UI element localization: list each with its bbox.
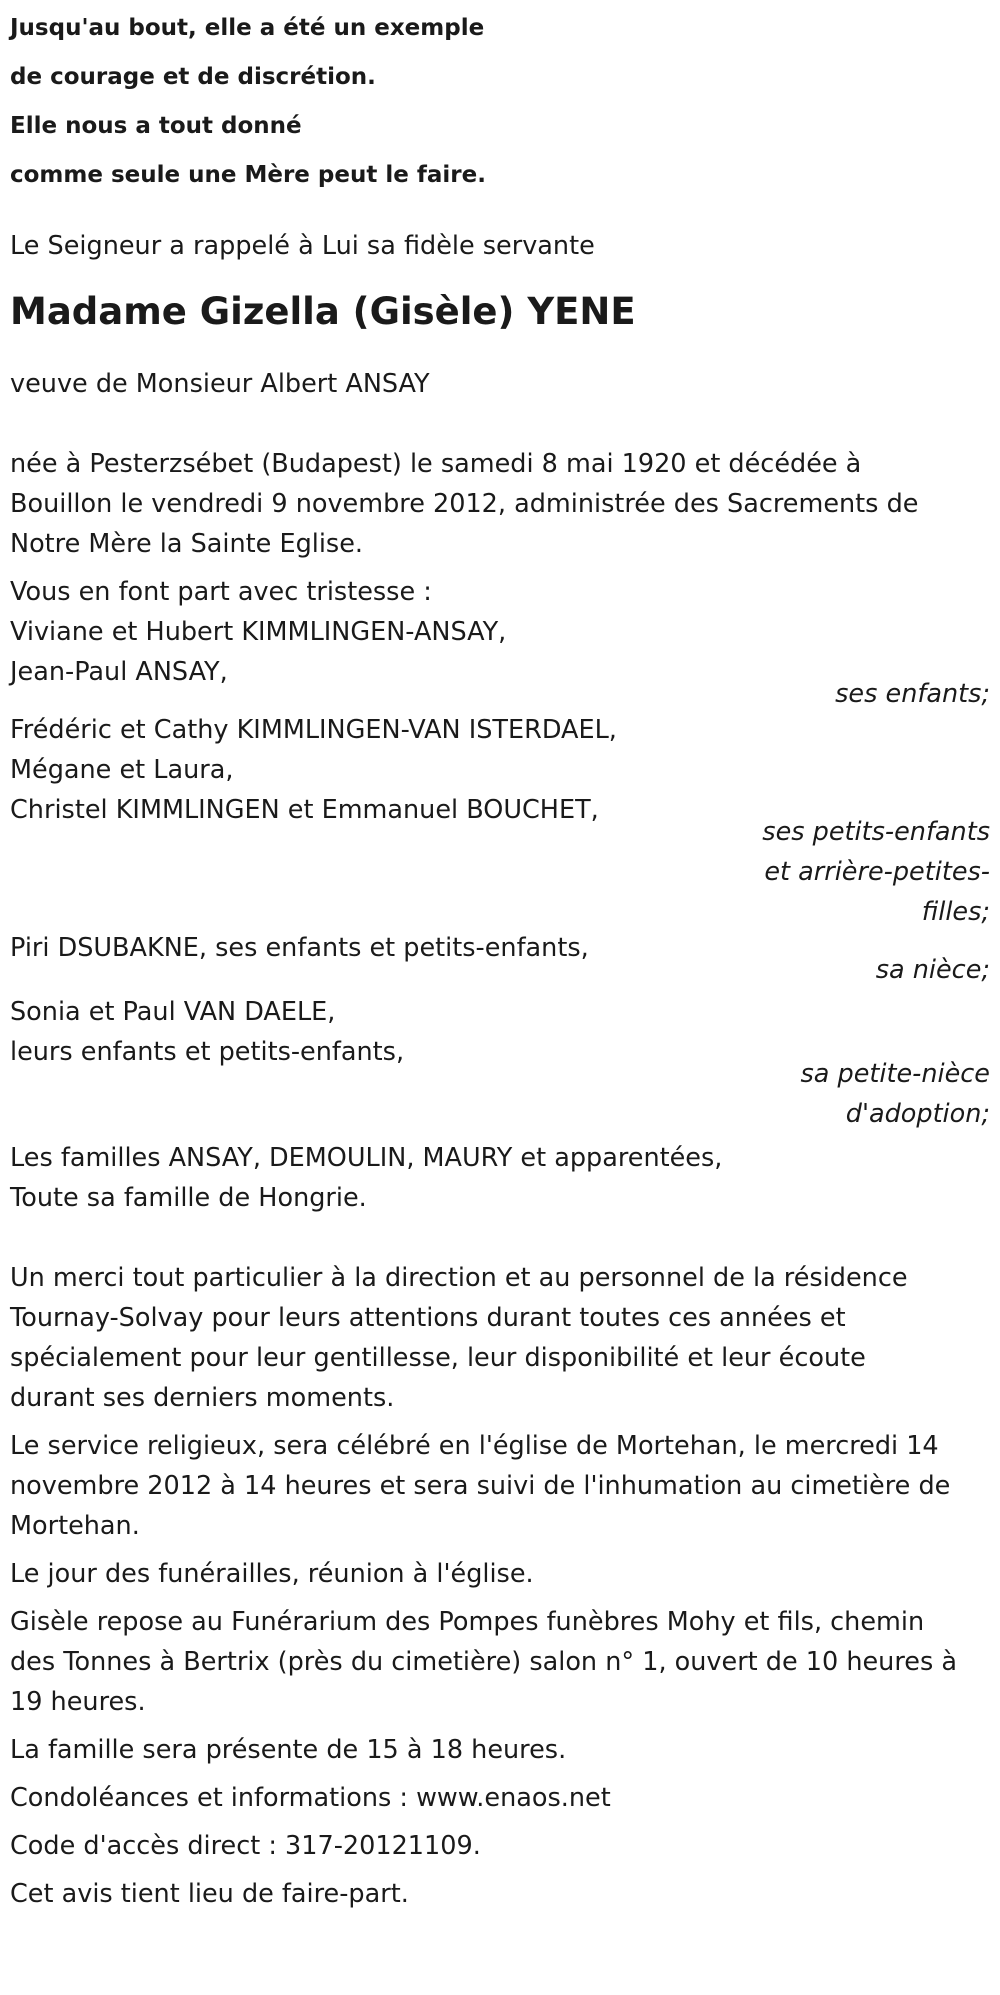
rest-line: Gisèle repose au Funérarium des Pompes funèbres Mohy et fils, chemin — [10, 1607, 925, 1637]
thanks-line: durant ses derniers moments. — [10, 1383, 395, 1413]
birth-death-line: Bouillon le vendredi 9 novembre 2012, administrée des Sacrements de — [10, 489, 919, 519]
family-role-line: sa petite-nièce — [800, 1059, 990, 1089]
family-role: ses enfants; — [835, 679, 990, 709]
family-name-line: Christel KIMMLINGEN et Emmanuel BOUCHET, — [10, 795, 599, 825]
family-role-line: filles; — [921, 897, 990, 927]
family-name-line: Toute sa famille de Hongrie. — [10, 1183, 367, 1213]
family-name-line: Mégane et Laura, — [10, 755, 234, 785]
service-line: Mortehan. — [10, 1511, 140, 1541]
service-line: Le service religieux, sera célébré en l'église de Mortehan, le mercredi 14 — [10, 1431, 939, 1461]
family-role — [10, 812, 990, 932]
family-role-line: ses petits-enfants — [762, 817, 990, 847]
rest-line: 19 heures. — [10, 1687, 146, 1717]
family-children — [10, 612, 1000, 714]
condolences-text: Condoléances et informations : www.enaos.net — [10, 1783, 611, 1813]
verse-line: de courage et de discrétion. — [10, 64, 376, 90]
thanks-paragraph — [10, 1258, 1000, 1418]
family-name-line: Les familles ANSAY, DEMOULIN, MAURY et apparentées, — [10, 1143, 723, 1173]
family-name-line: Jean-Paul ANSAY, — [10, 657, 228, 687]
verse-line: comme seule une Mère peut le faire. — [10, 162, 486, 188]
family-name-line: Piri DSUBAKNE, ses enfants et petits-enfants, — [10, 933, 589, 963]
rest-paragraph — [10, 1602, 1000, 1722]
announce-text: Vous en font part avec tristesse : — [10, 577, 432, 607]
family-role: sa nièce; — [875, 955, 990, 985]
rest-line: des Tonnes à Bertrix (près du cimetière) salon n° 1, ouvert de 10 heures à — [10, 1647, 957, 1677]
verse-line: Jusqu'au bout, elle a été un exemple — [10, 15, 485, 41]
birth-death-line: née à Pesterzsébet (Budapest) le samedi 8 mai 1920 et décédée à — [10, 449, 862, 479]
family-adopted-grandniece — [10, 992, 1000, 1134]
family-niece — [10, 928, 1000, 990]
family-grandchildren — [10, 710, 1000, 932]
notice-text: Cet avis tient lieu de faire-part. — [10, 1879, 409, 1909]
family-role-line: d'adoption; — [845, 1099, 990, 1129]
meeting-text: Le jour des funérailles, réunion à l'église. — [10, 1559, 534, 1589]
verse-block — [10, 4, 1000, 200]
service-line: novembre 2012 à 14 heures et sera suivi de l'inhumation au cimetière de — [10, 1471, 951, 1501]
birth-death-line: Notre Mère la Sainte Eglise. — [10, 529, 364, 559]
service-paragraph — [10, 1426, 1000, 1546]
thanks-line: Tournay-Solvay pour leurs attentions durant toutes ces années et — [10, 1303, 846, 1333]
widow-of: veuve de Monsieur Albert ANSAY — [10, 369, 430, 399]
family-role-line: et arrière-petites- — [764, 857, 990, 887]
deceased-name: Madame Gizella (Gisèle) YENE — [10, 290, 636, 333]
family-name-line: Viviane et Hubert KIMMLINGEN-ANSAY, — [10, 617, 507, 647]
verse-line: Elle nous a tout donné — [10, 113, 302, 139]
family-name-line: Frédéric et Cathy KIMMLINGEN-VAN ISTERDAEL, — [10, 715, 617, 745]
thanks-line: spécialement pour leur gentillesse, leur disponibilité et leur écoute — [10, 1343, 866, 1373]
family-name-line: leurs enfants et petits-enfants, — [10, 1037, 405, 1067]
presence-text: La famille sera présente de 15 à 18 heures. — [10, 1735, 567, 1765]
birth-death-paragraph — [10, 444, 1000, 564]
intro-text: Le Seigneur a rappelé à Lui sa fidèle servante — [10, 231, 595, 261]
access-code-text: Code d'accès direct : 317-20121109. — [10, 1831, 481, 1861]
thanks-line: Un merci tout particulier à la direction et au personnel de la résidence — [10, 1263, 908, 1293]
family-name-line: Sonia et Paul VAN DAELE, — [10, 997, 336, 1027]
family-others — [10, 1138, 1000, 1218]
